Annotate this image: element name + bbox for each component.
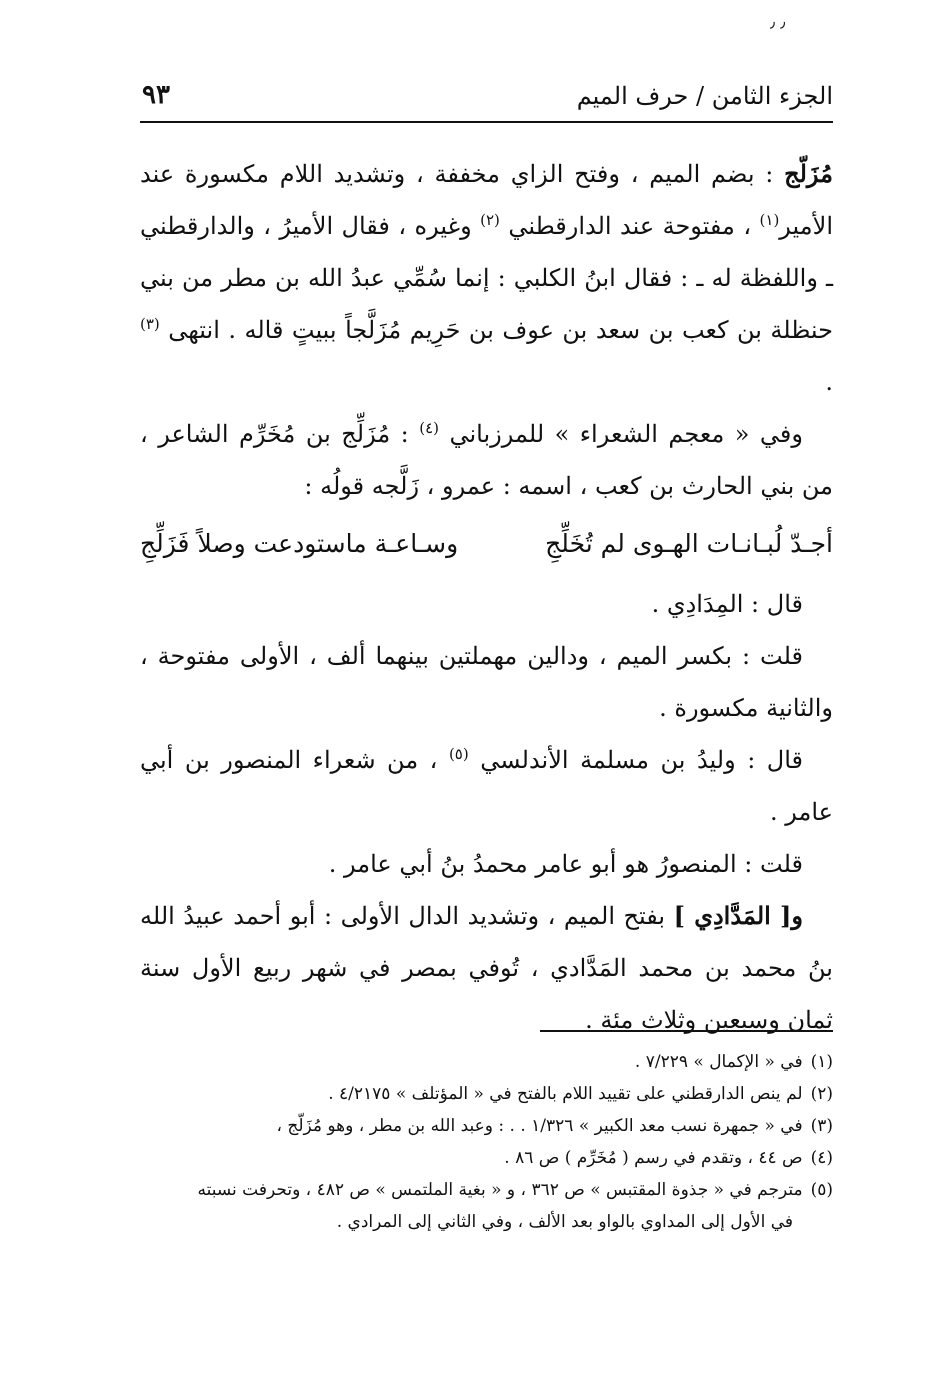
header-rule xyxy=(140,121,833,123)
footnote-ref-2[interactable]: (٢) xyxy=(480,211,500,229)
footnote-2 xyxy=(120,1078,833,1110)
lemma-muzallaj: مُزَلّج xyxy=(784,159,833,188)
verse-second-hemistich: وسـاعـة ماستودعت وصلاً فَزَلِّجِ xyxy=(140,529,459,558)
footnote-number: (١) xyxy=(810,1052,833,1072)
footnote-4 xyxy=(120,1142,833,1174)
paragraph-walid xyxy=(140,734,833,838)
paragraph-marzubani xyxy=(140,408,833,512)
footnote-number: (٣) xyxy=(810,1116,833,1136)
footnote-number: (٥) xyxy=(810,1180,833,1200)
page-header xyxy=(140,76,833,120)
running-title: الجزء الثامن / حرف الميم xyxy=(576,82,833,110)
footnote-number: (٤) xyxy=(810,1148,833,1168)
paragraph-note-midadi: قلت : بكسر الميم ، ودالين مهملتين بينهما ألف ، الأولى مفتوحة ، والثانية مكسورة . xyxy=(140,642,833,722)
footnote-1 xyxy=(120,1046,833,1078)
footnote-ref-3[interactable]: (٣) xyxy=(140,315,160,333)
footnotes xyxy=(120,1046,833,1238)
text-span: قال : وليدُ بن مسلمة الأندلسي xyxy=(468,746,803,774)
text-span: وغيره ، فقال الأميرُ ، والدارقطني ـ واللفظة له ـ : فقال ابنُ الكلبي : إنما سُمِّي عبدُ الله بن مطر من بني حنظلة بن كعب بن سعد بن عوف بن حَرِيم مُزَلَّجاً ببيتٍ قاله . انتهى xyxy=(140,212,833,344)
paragraph-entry-maddadi xyxy=(140,890,833,1046)
text-span: : بضم الميم ، وفتح الزاي مخففة ، وتشديد اللام مكسورة عند الأمير xyxy=(140,160,833,240)
footnote-ref-5[interactable]: (٥) xyxy=(448,745,469,763)
poetry-verse xyxy=(140,518,833,570)
footnote-text: في « جمهرة نسب معد الكبير » ١/٣٢٦ . . : وعبد الله بن مطر ، وهو مُزَلّج ، xyxy=(276,1116,803,1136)
footnote-rule xyxy=(540,1030,833,1032)
paragraph-midadi: قال : المِدَادِي . xyxy=(651,590,803,618)
footnote-text: في « الإكمال » ٧/٢٢٩ . xyxy=(634,1052,803,1072)
text-span: ، من شعراء المنصور بن أبي عامر . xyxy=(140,746,833,826)
paragraph-mansur: قلت : المنصورُ هو أبو عامر محمدُ بنُ أبي عامر . xyxy=(328,850,803,878)
footnote-5 xyxy=(120,1174,833,1206)
footnote-text: لم ينص الدارقطني على تقييد اللام بالفتح في « المؤتلف » ٤/٢١٧٥ . xyxy=(328,1084,803,1104)
text-span: ، مفتوحة عند الدارقطني xyxy=(499,212,760,240)
text-span: وفي « معجم الشعراء » للمرزباني xyxy=(439,420,803,448)
corner-mark: ٫ ٫ xyxy=(770,12,786,31)
footnote-ref-4[interactable]: (٤) xyxy=(419,419,440,437)
footnote-text: ص ٤٤ ، وتقدم في رسم ( مُخَرِّم ) ص ٨٦ . xyxy=(504,1148,803,1168)
text-span: : مُزَلِّج بن مُخَرِّم الشاعر ، من بني الحارث بن كعب ، اسمه : عمرو ، زَلَّجه قولُه : xyxy=(140,420,833,500)
paragraph-entry-muzallaj xyxy=(140,148,833,408)
text-span: بفتح الميم ، وتشديد الدال الأولى : أبو أحمد عبيدُ الله بنُ محمد بن محمد المَدَّادي ، تُوفي بمصر في شهر ربيع الأول سنة ثمان وسبعين وثلاث مئة . xyxy=(140,902,833,1034)
footnote-3 xyxy=(120,1110,833,1142)
text-span: . xyxy=(825,368,833,396)
lemma-maddadi: و[ المَدَّادِي ] xyxy=(673,901,803,930)
footnote-number: (٢) xyxy=(810,1084,833,1104)
footnote-ref-1[interactable]: (١) xyxy=(759,211,780,229)
page-number: ٩٣ xyxy=(142,80,170,110)
footnote-5-continuation: في الأول إلى المداوي بالواو بعد الألف ، وفي الثاني إلى المرادي . xyxy=(336,1212,793,1232)
main-text xyxy=(140,148,833,1046)
verse-first-hemistich: أجـدّ لُبـانـات الهـوى لم تُخَلِّجِ xyxy=(545,529,833,558)
footnote-text: مترجم في « جذوة المقتبس » ص ٣٦٢ ، و « بغية الملتمس » ص ٤٨٢ ، وتحرفت نسبته xyxy=(197,1180,803,1200)
